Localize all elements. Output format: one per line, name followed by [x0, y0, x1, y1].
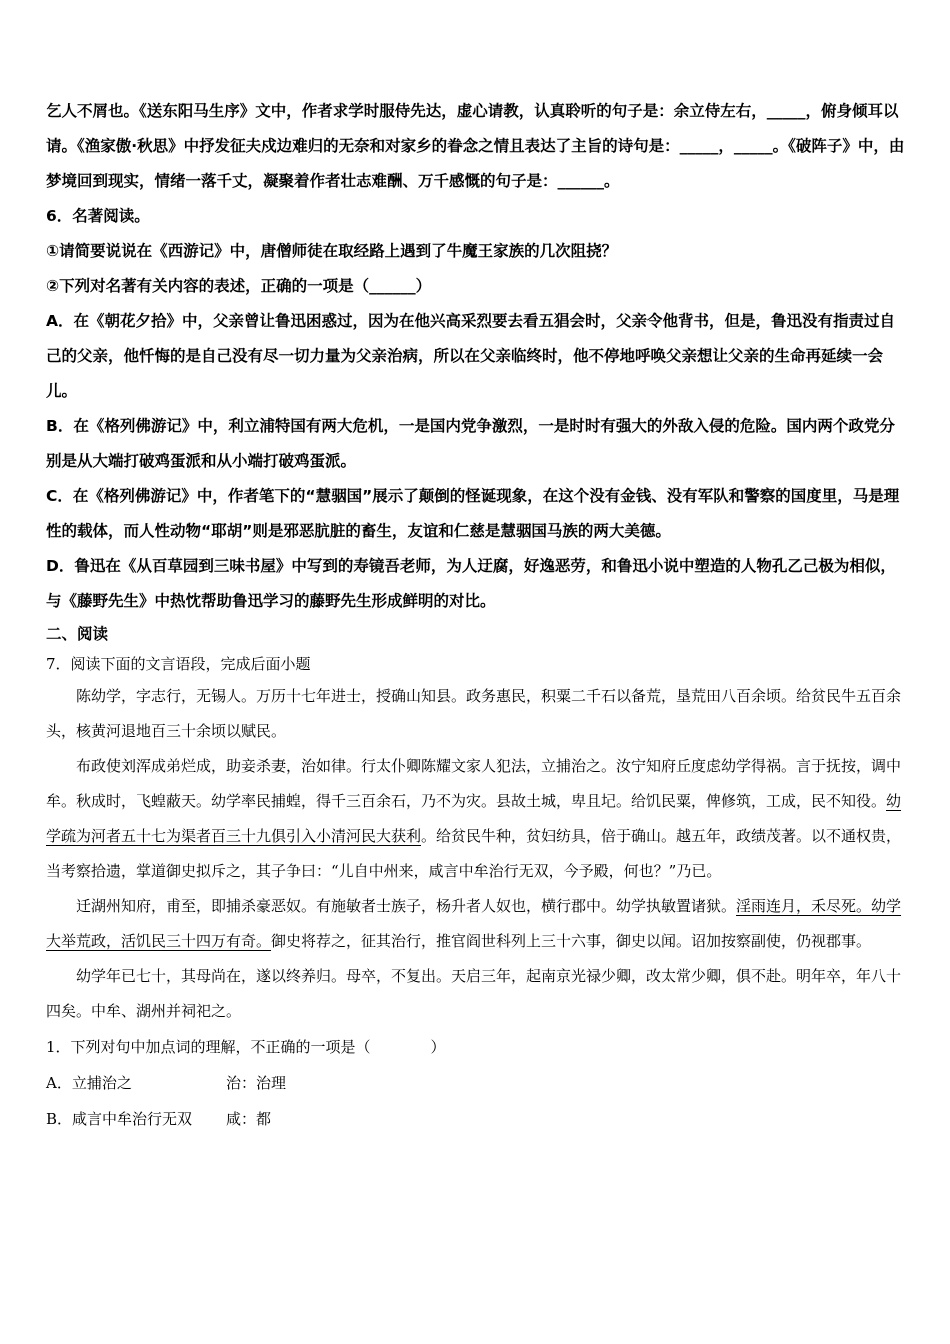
- sub-question-1-option-b: [46, 1101, 908, 1137]
- question-6-option-a: A．在《朝花夕拾》中，父亲曾让鲁迅困惑过，因为在他兴高采烈要去看五猖会时，父亲令他背书，但是，鲁迅没有指责过自己的父亲，他忏悔的是自己没有尽一切力量为父亲治病，所以在父亲临终时，他不停地呼唤父亲想让父亲的生命再延续一会儿。: [46, 312, 895, 400]
- underlined-sentence-2: 淫雨连月，禾尽死。幼学大举荒政，活饥民三十四万有奇。: [46, 897, 902, 950]
- question-7-title: 7．阅读下面的文言语段，完成后面小题: [46, 655, 311, 673]
- document-page: [46, 94, 908, 1137]
- underlined-sentence-1: 幼学疏为河者五十七为渠者百三十九俱引入小清河民大获利: [46, 792, 902, 845]
- option-a-phrase: A．立捕治之: [46, 1074, 132, 1092]
- paragraph-2-text-a: 布政使刘浑成弟烂成，助妾杀妻，治如律。行太仆卿陈耀文家人犯法，立捕治之。汝宁知府丘度虑幼学得祸。言于抚按，调中牟。秋成时，飞蝗蔽天。幼学率民捕蝗，得千三百余石，乃不为灾。县故土城，卑且圮。给饥民粟，俾修筑，工成，民不知役。: [46, 757, 902, 810]
- classical-paragraph-4: 幼学年已七十，其母尚在，遂以终养归。母卒，不复出。天启三年，起南京光禄少卿，改太常少卿，俱不赴。明年卒，年八十四矣。中牟、湖州并祠祀之。: [46, 967, 902, 1020]
- classical-paragraph-3: [46, 889, 908, 959]
- question-6-option-c: C．在《格列佛游记》中，作者笔下的“慧骃国”展示了颠倒的怪诞现象，在这个没有金钱、没有军队和警察的国度里，马是理性的载体，而人性动物“耶胡”则是邪恶肮脏的畜生，友谊和仁慈是慧骃国马族的两大美德。: [46, 487, 900, 540]
- classical-paragraph-1: 陈幼学，字志行，无锡人。万历十七年进士，授确山知县。政务惠民，积粟二千石以备荒，垦荒田八百余顷。给贫民牛五百余头，核黄河退地百三十余顷以赋民。: [46, 687, 902, 740]
- sub-question-1-option-a: [46, 1065, 908, 1101]
- sub-question-1: 1．下列对句中加点词的理解，不正确的一项是（ ）: [46, 1038, 446, 1056]
- section-heading-reading: 二、阅读: [46, 625, 109, 643]
- paragraph-3-text-b: 御史将荐之，征其治行，推官阎世科列上三十六事，御史以闻。诏加按察副使，仍视郡事。: [271, 932, 872, 950]
- question-6-sub-1: ①请简要说说在《西游记》中，唐僧师徒在取经路上遇到了牛魔王家族的几次阻挠？: [46, 242, 618, 260]
- question-6-option-d: D．鲁迅在《从百草园到三味书屋》中写到的寿镜吾老师，为人迂腐，好逸恶劳，和鲁迅小说中塑造的人物孔乙己极为相似，与《藤野先生》中热忱帮助鲁迅学习的藤野先生形成鲜明的对比。: [46, 557, 896, 610]
- question-6-title: 6．名著阅读。: [46, 207, 150, 225]
- option-b-gloss: 咸：都: [226, 1110, 272, 1128]
- previous-question-tail: 乞人不屑也。《送东阳马生序》文中，作者求学时服侍先达，虚心请教，认真聆听的句子是：余立侍左右，_____，俯身倾耳以请。《渔家傲·秋思》中抒发征夫戍边难归的无奈和对家乡的眷念之情且表达了主旨的诗句是：_____，_____。《破阵子》中，由梦境回到现实，情绪一落千丈，凝聚着作者壮志难酬、万千感慨的句子是：______。: [46, 102, 905, 190]
- option-a-gloss: 治：治理: [226, 1074, 287, 1092]
- option-b-phrase: B．咸言中牟治行无双: [46, 1110, 193, 1128]
- question-6-sub-2: ②下列对名著有关内容的表述，正确的一项是（______）: [46, 277, 432, 295]
- question-6-option-b: B．在《格列佛游记》中，利立浦特国有两大危机，一是国内党争激烈，一是时时有强大的外敌入侵的危险。国内两个政党分别是从大端打破鸡蛋派和从小端打破鸡蛋派。: [46, 417, 895, 470]
- paragraph-2-text-b: 。给贫民牛种，贫妇纺具，倍于确山。越五年，政绩茂著。以不通权贵，当考察拾遗，掌道御史拟斥之，其子争曰：“儿自中州来，咸言中牟治行无双，今予殿，何也？”乃已。: [46, 827, 902, 880]
- classical-paragraph-2: [46, 749, 908, 889]
- paragraph-3-text-a: 迁湖州知府，甫至，即捕杀豪恶奴。有施敏者士族子，杨升者人奴也，横行郡中。幼学执敏置诸狱。: [76, 897, 737, 915]
